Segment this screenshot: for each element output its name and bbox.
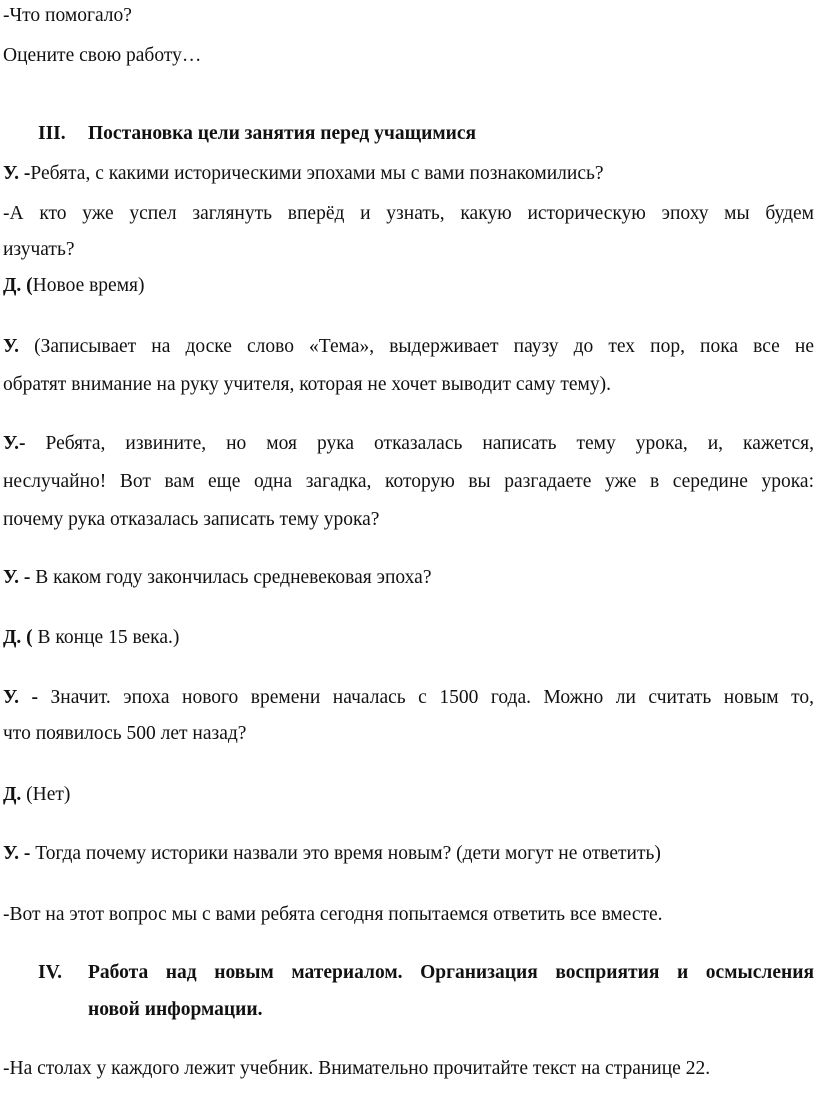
text-line: изучать? [3,239,75,260]
section-number: IV. [38,962,63,983]
text-line: неслучайно! Вот вам еще одна загадка, которую вы разгадаете уже в середине урока: [3,471,814,492]
speaker-label: Д. ( [3,275,33,296]
speaker-label: У. - [3,567,31,588]
line-text: В конце 15 века.) [32,627,180,648]
text-line: почему рука отказалась записать тему урока? [3,509,380,530]
line-text: Новое время) [32,275,145,296]
text-line: -А кто уже успел заглянуть вперёд и узнать, какую историческую эпоху мы будем [3,203,814,224]
text-line [3,626,814,650]
speaker-label: Д. [3,784,22,805]
speaker-label: У. [3,336,20,357]
text-line [3,842,814,866]
section-title: Работа над новым материалом. Организация восприятия и осмысления [88,962,814,983]
text-line [3,783,814,807]
line-text: (Нет) [21,784,71,805]
section-title-cont: новой информации. [88,999,263,1020]
line-text: В каком году закончилась средневековая эпоха? [30,567,432,588]
text-line [3,686,814,710]
line-text: (Записывает на доске слово «Тема», выдерживает паузу до тех пор, пока все не [19,336,814,357]
text-line: Оцените свою работу… [3,45,202,66]
text-line [3,162,814,186]
line-text: Ребята, с какими историческими эпохами мы с вами познакомились? [30,163,604,184]
text-line: -Вот на этот вопрос мы с вами ребята сегодня попытаемся ответить все вместе. [3,904,663,925]
line-text: Ребята, извините, но моя рука отказалась написать тему урока, и, кажется, [25,433,814,454]
text-line [3,335,814,359]
text-line: -Что помогало? [3,5,132,26]
text-line [3,566,814,590]
text-line [3,432,814,456]
text-line: -На столах у каждого лежит учебник. Внимательно прочитайте текст на странице 22. [3,1058,711,1079]
text-line: обратят внимание на руку учителя, которая не хочет выводит саму тему). [3,374,611,395]
text-line: что появилось 500 лет назад? [3,723,247,744]
section-title: Постановка цели занятия перед учащимися [88,123,477,144]
speaker-label: У. - [3,843,31,864]
speaker-label: У. - [3,163,31,184]
speaker-label: Д. ( [3,627,33,648]
line-text: Значит. эпоха нового времени началась с 1500 года. Можно ли считать новым то, [38,687,815,708]
line-text: Тогда почему историки назвали это время новым? (дети могут не ответить) [30,843,661,864]
speaker-label: У. - [3,687,39,708]
section-number: III. [38,123,66,144]
text-line [3,274,814,298]
speaker-label: У.- [3,433,26,454]
